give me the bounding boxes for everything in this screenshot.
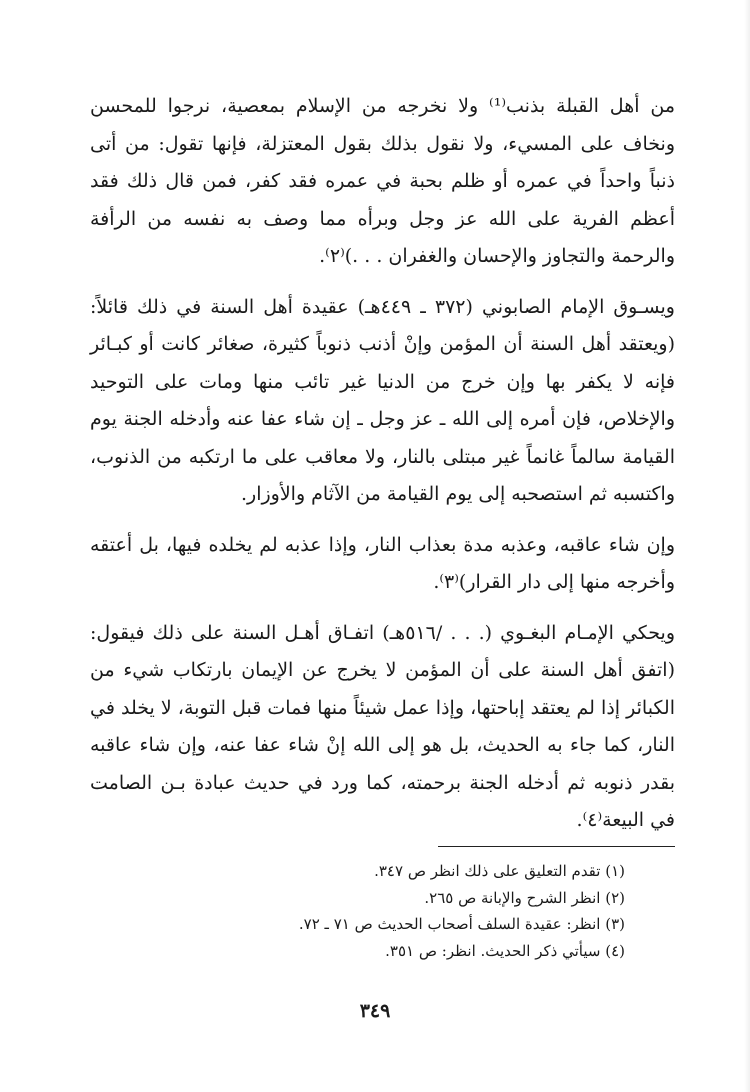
paragraph-3: وإن شاء عاقبه، وعذبه مدة بعذاب النار، وإذا عذبه لم يخلده فيها، بل أعتقه وأخرجه منها إلى دار القرار)⁽٣⁾. (90, 533, 675, 593)
main-text (90, 88, 675, 853)
footnote-3: (٣) انظر: عقيدة السلف أصحاب الحديث ص ٧١ ـ ٧٢. (298, 915, 625, 933)
page-number: ٣٤٩ (359, 1000, 391, 1022)
footnote-1: (١) تقدم التعليق على ذلك انظر ص ٣٤٧. (374, 862, 625, 880)
page-edge-shadow (744, 0, 750, 1092)
footnote-4: (٤) سيأتي ذكر الحديث. انظر: ص ٣٥١. (385, 941, 625, 960)
footnote-separator (438, 846, 675, 847)
paragraph-1: من أهل القبلة بذنب⁽¹⁾ ولا نخرجه من الإسلام بمعصية، نرجوا للمحسن ونخاف على المسيء، ولا نقول بذلك بقول المعتزلة، فإنها تقول: من أتى ذنباً واحداً في عمره أو ظلم بحبة في عمره فقد كفر، فمن قال ذلك فقد أعظم الفرية على الله عز وجل وبرأه مما وصف به نفسه من الرأفة والرحمة والتجاوز والإحسان والغفران . . .)⁽٢⁾. (90, 95, 675, 267)
paragraph-4: ويحكي الإمـام البغـوي (. . . /٥١٦هـ) اتفـاق أهـل السنة على ذلك فيقول: (اتفق أهل السنة على أن المؤمن لا يخرج عن الإيمان بارتكاب شيء من الكبائر إذا لم يعتقد إباحتها، وإذا عمل شيئاً منها فمات قبل التوبة، لا يخلد في النار، كما جاء به الحديث، بل هو إلى الله إنْ شاء عفا عنه، وإن شاء عاقبه بقدر ذنوبه ثم أدخله الجنة برحمته، كما ورد في حديث عبادة بـن الصامت في البيعة⁽٤⁾. (90, 621, 675, 831)
paragraph-2: ويسـوق الإمام الصابوني (٣٧٢ ـ ٤٤٩هـ) عقيدة أهل السنة في ذلك قائلاً: (ويعتقد أهل السنة أن المؤمن وإنْ أذنب ذنوباً كثيرة، صغائر كانت أو كبـائر فإنه لا يكفر بها وإن خرج من الدنيا غير تائب منها ومات على التوحيد والإخلاص، فإن أمره إلى الله ـ عز وجل ـ إن شاء عفا عنه وأدخله الجنة يوم القيامة سالماً غانماً غير مبتلى بالنار، ولا معاقب على ما ارتكبه من الذنوب، واكتسبه ثم استصحبه إلى يوم القيامة من الآثام والأوزار. (90, 295, 675, 505)
footnotes (250, 858, 625, 964)
footnote-2: (٢) انظر الشرح والإبانة ص ٢٦٥. (424, 888, 625, 907)
